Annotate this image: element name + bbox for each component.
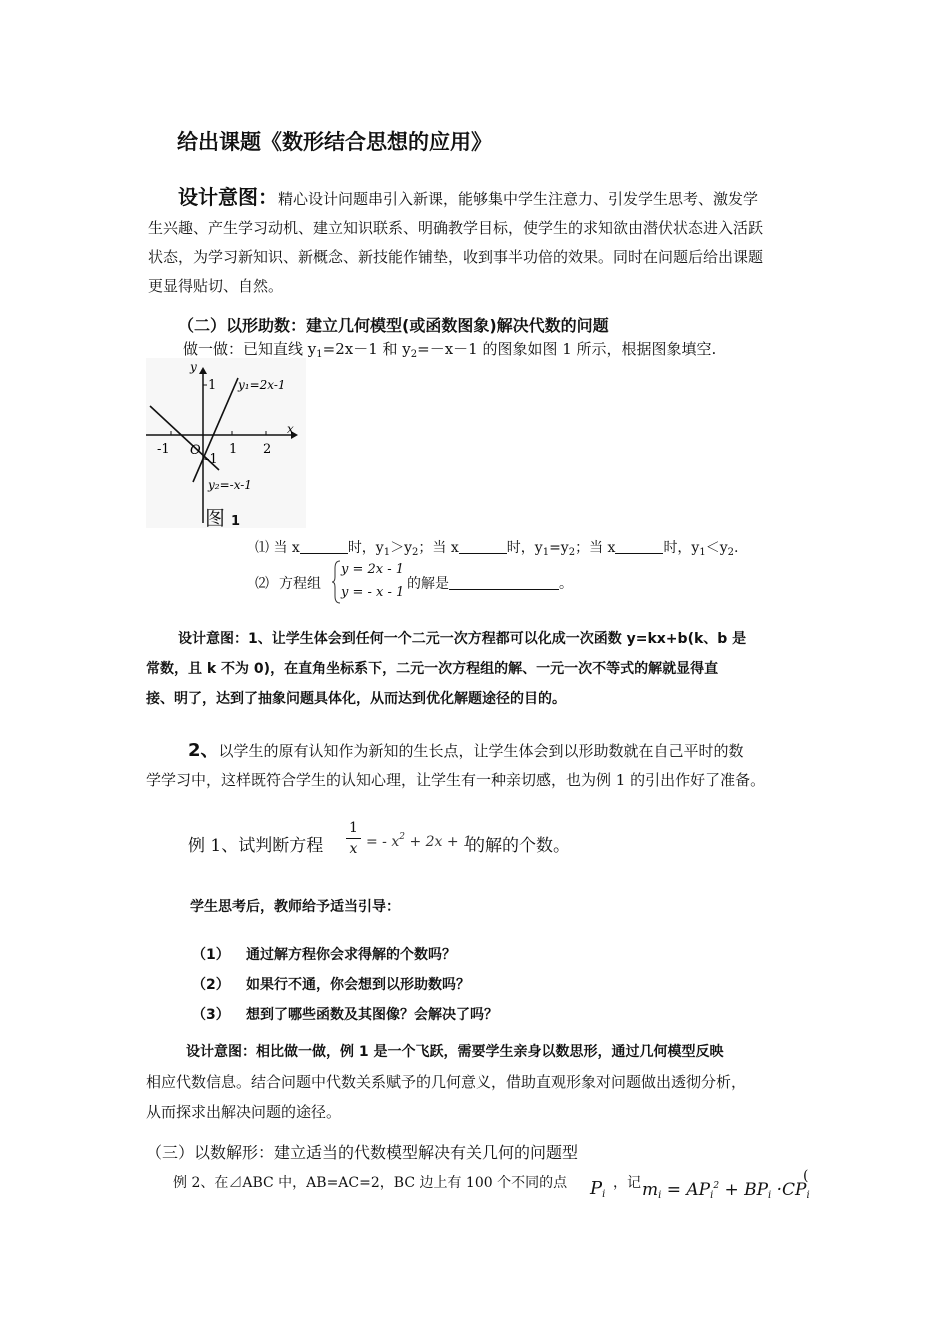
answer-blank[interactable] [615, 539, 663, 554]
subscript: 1 [316, 349, 323, 360]
q-text: 的解是 [407, 576, 449, 592]
line-y1-label: y₁=2x-1 [238, 378, 286, 392]
fraction [346, 820, 361, 857]
intent-line: 精心设计问题串引入新课，能够集中学生注意力、引发学生思考、激发学 [278, 190, 759, 208]
q-text: 方程组 [279, 576, 321, 592]
figure-caption [205, 502, 240, 531]
q-text: 。 [559, 576, 573, 592]
answer-blank[interactable] [449, 575, 559, 590]
figure-caption-number: 1 [231, 514, 241, 529]
list-item [192, 940, 498, 970]
subscript: i [768, 1190, 772, 1201]
intent-line: 生兴趣、产生学习动机、建立知识联系、明确教学目标，使学生的求知欲由潜伏状态进入活跃 [148, 219, 764, 237]
q-text: 当 x [273, 540, 300, 556]
subscript: 2 [568, 547, 576, 558]
subscript: i [602, 1189, 606, 1200]
q-text: ；当 x [418, 540, 459, 556]
list-item [192, 1000, 498, 1030]
intent-line: 接、明了，达到了抽象问题具体化，从而达到优化解题途径的目的。 [146, 691, 566, 707]
point-line: 学学习中，这样既符合学生的认知心理，让学生有一种亲切感，也为例 1 的引出作好了准备。 [146, 771, 766, 789]
eq-part: m [642, 1180, 659, 1200]
q-text: ＜y [705, 540, 728, 556]
intent-line: 从而探求出解决问题的途径。 [146, 1103, 342, 1121]
tick-label: -1 [157, 442, 170, 457]
intent-paragraph-1 [148, 183, 763, 301]
section-heading-2: （二）以形助数：建立几何模型(或函数图象)解决代数的问题 [178, 316, 609, 335]
list-number: （2） [192, 977, 230, 993]
intent-line: 常数，且 k 不为 0)，在直角坐标系下，二元一次方程组的解、一元一次不等式的解就显得直 [146, 661, 719, 677]
eq-part: + BP [719, 1180, 769, 1200]
q-text: 时，y [506, 540, 543, 556]
equation-2: y = - x - 1 [341, 585, 405, 600]
subscript: i [658, 1190, 662, 1201]
section-heading-3: （三）以数解形：建立适当的代数模型解决有关几何的问题型 [146, 1143, 579, 1162]
list-item [192, 970, 498, 1000]
intent-line: 设计意图：相比做一做，例 1 是一个飞跃，需要学生亲身以数思形，通过几何模型反映 [186, 1044, 724, 1060]
formula [642, 1180, 810, 1201]
q-text: =y [549, 540, 569, 556]
superscript: 2 [399, 832, 405, 842]
answer-blank[interactable] [459, 539, 507, 554]
list-text: 通过解方程你会求得解的个数吗？ [246, 947, 456, 963]
point-p-i [590, 1178, 605, 1200]
example-text: 例 2、在⊿ABC 中，AB=AC=2，BC 边上有 100 个不同的点 [173, 1175, 568, 1191]
q-text: ＞y [390, 540, 413, 556]
eq-part: + 2x + 1 [405, 834, 472, 850]
eq-part: ·CP [771, 1180, 807, 1200]
example-text: ，记 [613, 1175, 641, 1191]
origin-label: O [190, 443, 201, 458]
x-axis-label: x [287, 422, 294, 436]
equation-rhs [366, 832, 472, 850]
eq-part: = AP [661, 1180, 711, 1200]
fraction-denominator: x [349, 841, 358, 857]
subscript: 1 [542, 547, 550, 558]
intent-label: 设计意图： [178, 185, 278, 209]
point-line: 以学生的原有认知作为新知的生长点，让学生体会到以形助数就在自己平时的数 [218, 742, 744, 760]
q-text: 时，y [347, 540, 384, 556]
tick-label: 1 [229, 442, 238, 457]
subscript: 1 [383, 547, 391, 558]
tick-label: -1 [205, 452, 218, 467]
eq-part: = - x [366, 834, 400, 850]
subscript: 2 [412, 547, 419, 558]
subscript: i [710, 1190, 714, 1201]
question-number: ⑵ [255, 576, 269, 592]
subscript: 1 [699, 547, 706, 558]
answer-blank[interactable] [300, 539, 348, 554]
equation-1: y = 2x - 1 [341, 562, 405, 577]
q-text: ；当 x [575, 540, 616, 556]
intent-line: 更显得贴切、自然。 [148, 277, 284, 295]
list-number: （3） [192, 1007, 230, 1023]
intent-line: 状态，为学习新知识、新概念、新技能作铺垫，收到事半功倍的效果。同时在问题后给出课题 [148, 248, 764, 266]
task-line [183, 338, 716, 360]
q-text: 时，y [663, 540, 700, 556]
q2-suffix [407, 573, 573, 593]
intent-paragraph-3 [146, 1037, 746, 1127]
subscript: i [806, 1190, 810, 1201]
intent-paragraph-2 [146, 624, 746, 714]
brace-icon [331, 560, 341, 604]
task-text: =2x－1 和 y [322, 340, 411, 358]
list-text: 想到了哪些函数及其图像？会解决了吗？ [246, 1007, 498, 1023]
question-number: ⑴ [255, 540, 269, 556]
example-text: 例 1、试判断方程 [188, 836, 324, 856]
question-1 [255, 537, 738, 558]
guide-intro: 学生思考后，教师给予适当引导： [190, 899, 400, 915]
point-number: 2、 [188, 740, 219, 761]
q-text: . [734, 540, 739, 556]
list-number: （1） [192, 947, 230, 963]
superscript: 2 [713, 1181, 720, 1191]
task-text: 做一做：已知直线 y [183, 340, 317, 358]
intent-line: 相应代数信息。结合问题中代数关系赋予的几何意义，借助直观形象对问题做出透彻分析， [146, 1073, 747, 1091]
fraction-numerator: 1 [346, 820, 361, 839]
eq-part: P [590, 1178, 603, 1199]
subscript: 2 [727, 547, 735, 558]
point-2-paragraph [146, 736, 765, 795]
tick-label: 2 [263, 442, 272, 457]
y-axis-label: y [190, 360, 197, 374]
example-text: 的解的个数。 [468, 836, 570, 856]
figure-caption-text: 图 [205, 506, 225, 530]
subscript: 2 [410, 349, 418, 360]
tick-label: 1 [208, 378, 217, 393]
guide-list [192, 940, 498, 1030]
intent-line: 设计意图：1、让学生体会到任何一个二元一次方程都可以化成一次函数 y=kx+b(k、b 是 [178, 631, 747, 647]
line-y2-label: y₂=-x-1 [208, 478, 252, 492]
list-text: 如果行不通，你会想到以形助数吗？ [246, 977, 470, 993]
task-text: =－x－1 的图象如图 1 所示，根据图象填空. [417, 340, 717, 358]
page-title: 给出课题《数形结合思想的应用》 [177, 130, 492, 154]
paren: ( [803, 1168, 809, 1184]
